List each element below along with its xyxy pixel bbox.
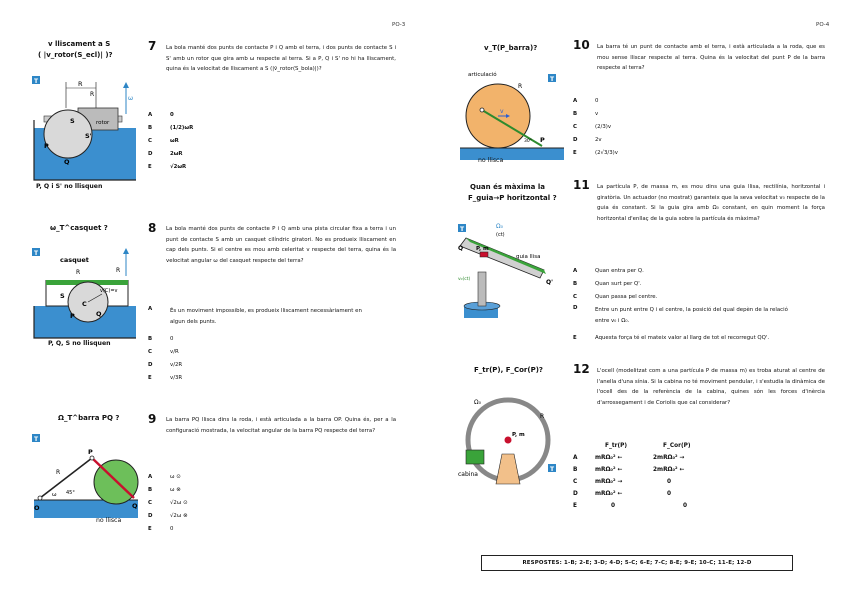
q12-badge: T bbox=[550, 466, 555, 473]
q7-label-r: R bbox=[90, 91, 95, 98]
q7-title-line1: v lliscament a S bbox=[48, 40, 111, 48]
q9-number: 9 bbox=[148, 412, 157, 426]
q11-number: 11 bbox=[573, 178, 590, 192]
q9-title: Ω_T^barra PQ ? bbox=[58, 414, 120, 422]
q8-option-d[interactable]: D v/2R bbox=[148, 361, 183, 368]
q12-option-e[interactable]: E 0 0 bbox=[573, 503, 688, 509]
q11-label-Qp: Q' bbox=[546, 279, 553, 286]
q12-option-b[interactable]: B mRΩ₀² ← 2mRΩ₀² ← bbox=[573, 467, 685, 473]
q12-title: F_tr(P), F_Cor(P)? bbox=[474, 366, 543, 374]
q10-floor bbox=[460, 148, 564, 160]
q7-label-rotor: rotor bbox=[96, 120, 110, 126]
q7-option-d[interactable]: D 2ωR bbox=[148, 150, 183, 157]
q7-label-S: S bbox=[70, 117, 75, 125]
q11-label-guia: guia llisa bbox=[516, 254, 541, 260]
q9-option-c[interactable]: C √2ω ⊙ bbox=[148, 499, 188, 506]
q7-figure bbox=[30, 68, 140, 183]
q8-label-R: R bbox=[76, 269, 81, 276]
q11-label-omega: Ω₀ bbox=[496, 223, 503, 230]
q10-option-c[interactable]: C (2/3)v bbox=[573, 123, 612, 130]
q11-label-v0: v₀(ct) bbox=[458, 277, 471, 282]
q11-label-Q: Q bbox=[458, 245, 464, 252]
q10-figure bbox=[456, 66, 566, 166]
q10-label-P: P bbox=[540, 136, 545, 144]
q7-label-R: R bbox=[78, 80, 83, 88]
q11-option-b[interactable]: B Quan surt per Q'. bbox=[573, 280, 642, 287]
q8-label-R2: R bbox=[116, 267, 121, 274]
page-number-left: PO-3 bbox=[392, 22, 406, 28]
q12-table-header: F_tr(P) F_Cor(P) bbox=[605, 443, 691, 449]
q10-label-v: v bbox=[500, 108, 504, 115]
q10-title: v_T(P_barra)? bbox=[484, 44, 538, 52]
q11-title-line2: F_guia→P horitzontal ? bbox=[468, 194, 557, 202]
q10-option-d[interactable]: D 2v bbox=[573, 136, 602, 143]
q12-option-c[interactable]: C mRΩ₀² → 0 bbox=[573, 479, 672, 485]
q10-label-angle: 30° bbox=[524, 139, 532, 144]
q7-label-Sp: S' bbox=[85, 132, 92, 140]
q11-label-ct: (ct) bbox=[496, 232, 505, 238]
q8-number: 8 bbox=[148, 221, 157, 235]
q10-option-b[interactable]: B v bbox=[573, 110, 599, 117]
q11-text: La partícula P, de massa m, es mou dins una guia llisa, rectilínia, horitzontal i giratòria. Un actuador (no mostrat) garanteix que la seva velocitat v₀ respecte de la guia és constant. Si la guia gira amb Ω₀ constant, en quin moment la força horitzontal d'enllaç de la guia sobre la partícula és màxima? bbox=[597, 184, 825, 222]
q12-cabin bbox=[466, 450, 484, 464]
q10-options bbox=[573, 94, 618, 159]
q11-figure bbox=[456, 212, 566, 332]
q8-label-v: v(C)=v bbox=[100, 288, 118, 294]
q8-option-e[interactable]: E v/3R bbox=[148, 374, 183, 381]
q8-caption: P, Q, S no llisquen bbox=[48, 340, 111, 347]
q9-label-O: O bbox=[34, 504, 40, 512]
q11-options bbox=[573, 264, 813, 344]
q7-badge: T bbox=[34, 78, 39, 85]
q10-caption: no llisca bbox=[478, 157, 504, 164]
q7-text: La bola manté dos punts de contacte P i Q amb el terra, i dos punts de contacte S i S' amb un rotor que gira amb ω respecte al terra. Si a P, Q i S' no hi ha lliscament, quina és la velocitat de lliscament a S (|v̄_rotor(S_bola)|)? bbox=[166, 45, 396, 72]
q7-options bbox=[148, 108, 193, 173]
q8-option-c[interactable]: C v/R bbox=[148, 348, 179, 355]
q10-text: La barra té un punt de contacte amb el terra, i està articulada a la roda, que es mou sense lliscar respecte al terra. Quina és la velocitat del punt P de la barra respecte al terra? bbox=[597, 44, 825, 71]
q12-label-R: R bbox=[540, 413, 545, 420]
answers-box: RESPOSTES: 1-B; 2-E; 3-D; 4-D; 5-C; 6-E; 7-C; 8-E; 9-E; 10-C; 11-E; 12-D bbox=[481, 555, 793, 571]
q8-figure bbox=[30, 244, 140, 340]
q7-title-line2: ( |v_rotor(S_ecl)| )? bbox=[38, 51, 113, 59]
q12-text: L'ocell (modelitzat com a una partícula P de massa m) es troba aturat al centre de l'anella d'una sínia. Si la cabina no té moviment pendular, i s'estudia la dinàmica de l'ocell des de la referència de la cabina, quines són les forces d'inèrcia d'arrossegament i de Coriolis que cal considerar? bbox=[597, 368, 825, 406]
q8-label-Q: Q bbox=[96, 310, 102, 318]
q12-option-a[interactable]: A mRΩ₀² ← 2mRΩ₀² → bbox=[573, 455, 685, 461]
q11-label-Pm: P, m bbox=[476, 246, 489, 252]
q7-option-c[interactable]: C ωR bbox=[148, 137, 179, 144]
q7-number: 7 bbox=[148, 39, 157, 53]
q12-label-Pm: P, m bbox=[512, 432, 525, 438]
q8-text: La bola manté dos punts de contacte P i Q amb una pista circular fixa a terra i un punt de contacte S amb un casquet cilíndric giratori. No es produeix lliscament en cap dels punts. Si el centre es mou amb celeritat v respecte del terra, quina és la velocitat angular ω del casquet respecte del terra? bbox=[166, 226, 396, 264]
q11-badge: T bbox=[460, 226, 465, 233]
q7-label-omega: ω bbox=[128, 95, 134, 102]
q9-text: La barra PQ llisca dins la roda, i està articulada a la barra OP. Quina és, per a la configuració mostrada, la velocitat angular de la barra PQ respecte del terra? bbox=[166, 417, 396, 434]
q12-bird bbox=[505, 437, 512, 444]
q9-label-omega: ω bbox=[52, 492, 57, 498]
q8-label-S: S bbox=[60, 292, 65, 300]
q9-option-a[interactable]: A ω ⊙ bbox=[148, 473, 181, 480]
q8-option-a[interactable]: A És un moviment impossible, es produeix lliscament necessàriament en algun dels punts. bbox=[148, 306, 362, 325]
q7-caption: P, Q i S' no llisquen bbox=[36, 183, 103, 190]
q12-label-cabina: cabina bbox=[458, 471, 478, 478]
q8-badge: T bbox=[34, 250, 39, 257]
q7-option-a[interactable]: A 0 bbox=[148, 111, 174, 118]
q9-label-P: P bbox=[88, 448, 93, 456]
q11-option-a[interactable]: A Quan entra per Q. bbox=[573, 267, 644, 274]
q9-badge: T bbox=[34, 436, 39, 443]
q9-option-d[interactable]: D √2ω ⊗ bbox=[148, 512, 188, 519]
q9-caption: no llisca bbox=[96, 517, 122, 524]
q9-option-b[interactable]: B ω ⊗ bbox=[148, 486, 181, 493]
q8-label-casquet: casquet bbox=[60, 256, 89, 264]
q8-label-C: C bbox=[82, 300, 87, 308]
q10-label-R: R bbox=[518, 83, 523, 90]
q7-label-Q: Q bbox=[64, 158, 70, 166]
q7-label-P: P bbox=[44, 142, 49, 150]
q9-figure bbox=[30, 432, 140, 522]
q9-label-R: R bbox=[56, 469, 61, 476]
q12-option-d[interactable]: D mRΩ₀² ← 0 bbox=[573, 491, 672, 497]
q8-label-P: P bbox=[70, 312, 75, 320]
q10-option-a[interactable]: A 0 bbox=[573, 97, 599, 104]
q10-label-articulacio: articulació bbox=[468, 72, 497, 78]
q11-option-e[interactable]: E Aquesta força té el mateix valor al llarg de tot el recorregut QQ'. bbox=[573, 334, 770, 341]
q11-particle bbox=[480, 252, 488, 257]
q9-label-angle: 45° bbox=[66, 490, 75, 496]
q7-option-e[interactable]: E √2ωR bbox=[148, 163, 187, 170]
q7-option-b[interactable]: B (1/2)ωR bbox=[148, 124, 194, 131]
q11-option-d[interactable]: D Entre un punt entre Q i el centre, la posició del qual depèn de la relació entre v₀ i Ω₀. bbox=[573, 305, 788, 324]
q12-table bbox=[573, 440, 743, 512]
q8-options bbox=[148, 304, 383, 384]
q8-option-b[interactable]: B 0 bbox=[148, 335, 174, 342]
q9-option-e[interactable]: E 0 bbox=[148, 525, 174, 532]
page-number-right: PO-4 bbox=[816, 22, 830, 28]
q10-option-e[interactable]: E (2√3/3)v bbox=[573, 149, 618, 156]
q12-label-omega: Ω₀ bbox=[474, 399, 481, 406]
q9-options bbox=[148, 470, 188, 535]
q10-badge: T bbox=[550, 76, 555, 83]
q12-number: 12 bbox=[573, 362, 590, 376]
q11-title-line1: Quan és màxima la bbox=[470, 183, 545, 191]
q11-option-c[interactable]: C Quan passa pel centre. bbox=[573, 293, 658, 300]
q8-title: ω_T^casquet ? bbox=[50, 224, 108, 232]
q10-number: 10 bbox=[573, 38, 590, 52]
q12-figure bbox=[456, 384, 566, 494]
q9-label-Q: Q bbox=[132, 502, 138, 510]
